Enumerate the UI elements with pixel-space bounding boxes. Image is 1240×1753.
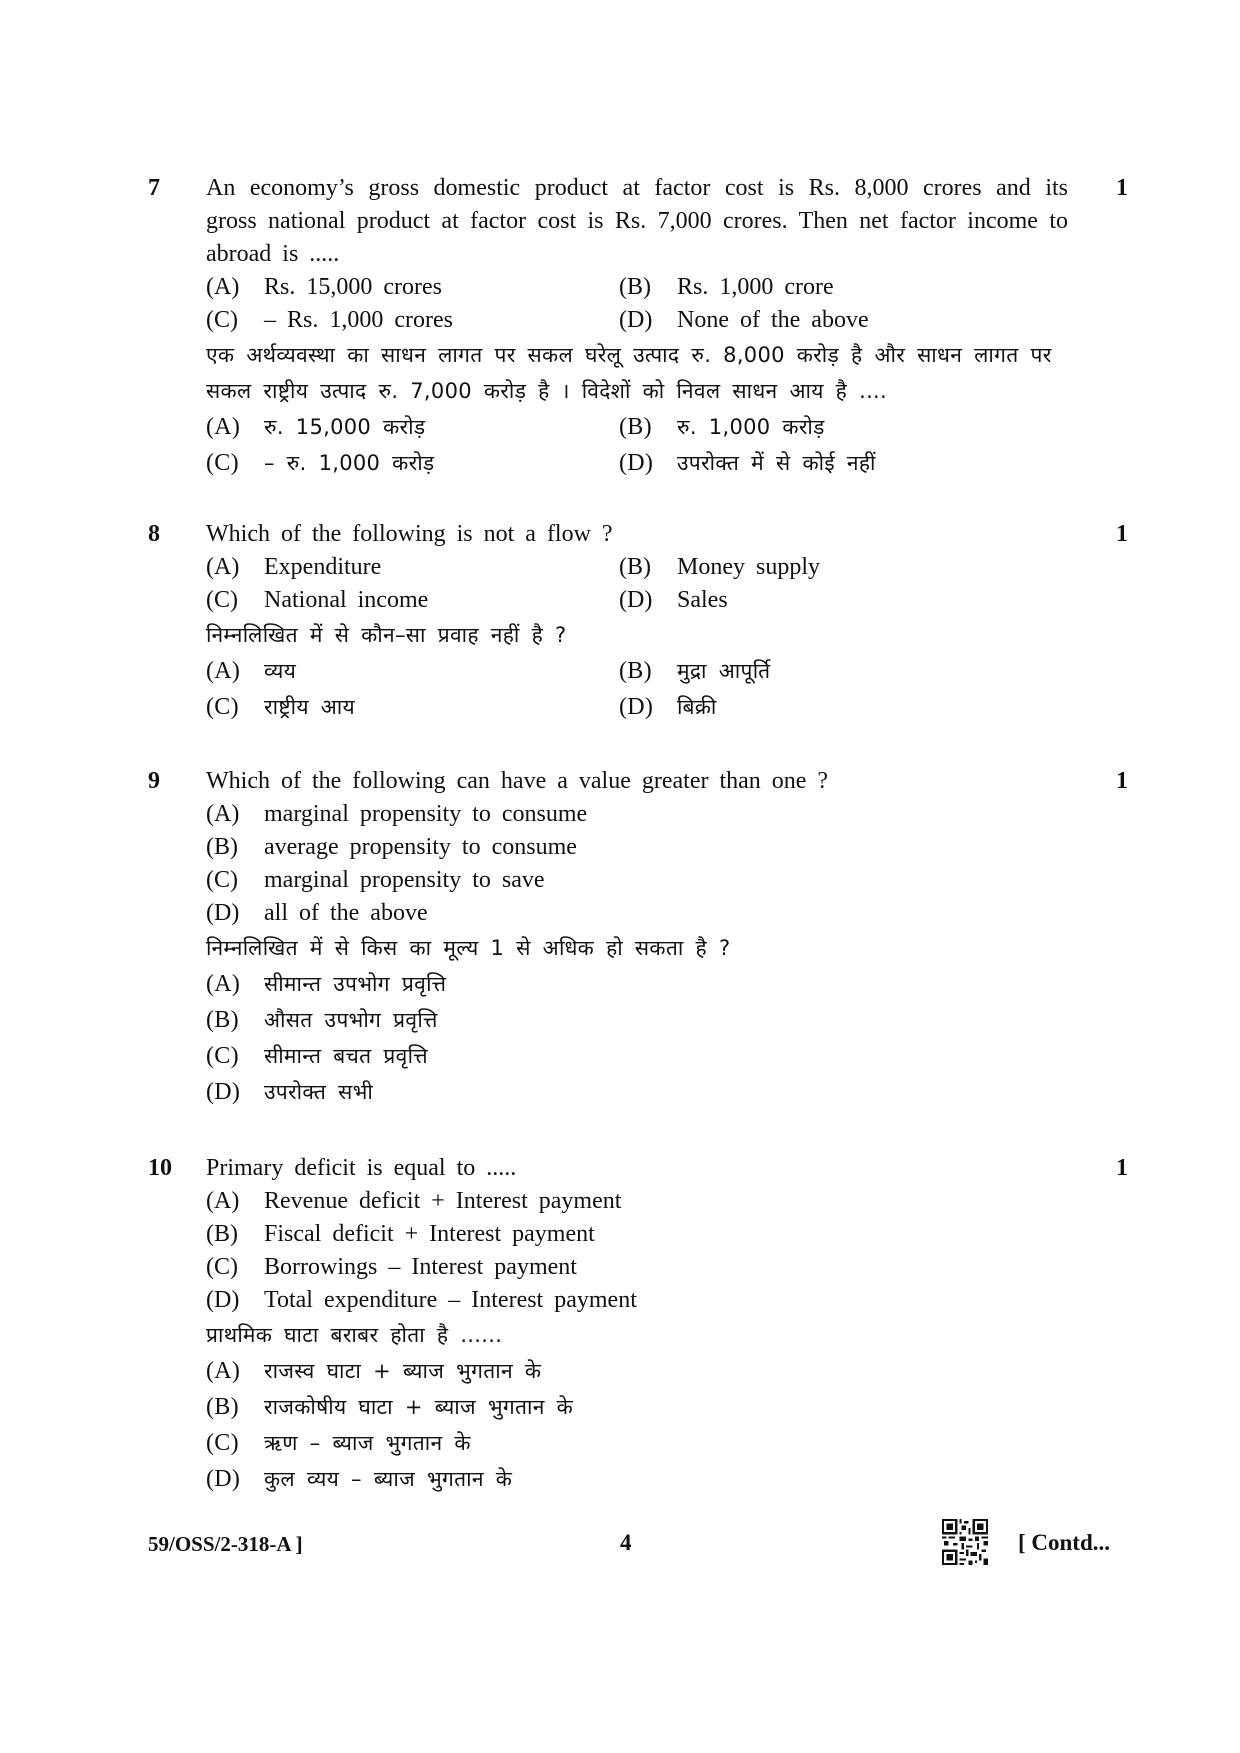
options-en	[206, 798, 1068, 930]
option-hi-a: (A) सीमान्त उपभोग प्रवृत्ति	[206, 971, 447, 997]
continued-label: [ Contd...	[1018, 1530, 1111, 1555]
option-hi-a: (A) राजस्व घाटा + ब्याज भुगतान के	[206, 1358, 542, 1384]
option-en-d: (D) None of the above	[619, 307, 869, 333]
options-en	[206, 551, 1068, 617]
option-hi-d: (D) उपरोक्त सभी	[206, 1079, 374, 1105]
options-hi	[206, 1353, 1068, 1497]
question-10	[148, 1152, 1128, 1497]
options-en	[206, 1185, 1068, 1317]
option-en-a: (A) Revenue deficit + Interest payment	[206, 1188, 622, 1214]
option-hi-a: (A) व्यय	[206, 658, 297, 684]
option-en-c: (C) marginal propensity to save	[206, 867, 545, 893]
page-number: 4	[620, 1530, 632, 1555]
question-text-en: Which of the following is not a flow ?	[206, 521, 613, 547]
option-hi-b: (B) मुद्रा आपूर्ति	[619, 658, 771, 684]
option-en-c: (C) National income	[206, 587, 429, 613]
option-hi-c: (C) – रु. 1,000 करोड़	[206, 450, 435, 476]
question-number: 8	[148, 521, 160, 547]
question-text-hi: निम्नलिखित में से कौन–सा प्रवाह नहीं है ?	[206, 623, 567, 647]
question-text-en: An economy’s gross domestic product at factor cost is Rs. 8,000 crores and its gross national product at factor cost is Rs. 7,000 crores. Then net factor income to abroad is .....	[206, 175, 1068, 267]
question-marks: 1	[1116, 175, 1128, 201]
question-number: 10	[148, 1155, 172, 1181]
option-en-b: (B) average propensity to consume	[206, 834, 577, 860]
option-hi-a: (A) रु. 15,000 करोड़	[206, 414, 426, 440]
option-hi-d: (D) कुल व्यय – ब्याज भुगतान के	[206, 1466, 513, 1492]
question-marks: 1	[1116, 521, 1128, 547]
option-en-c: (C) Borrowings – Interest payment	[206, 1254, 577, 1280]
option-en-b: (B) Rs. 1,000 crore	[619, 274, 834, 300]
question-9	[148, 765, 1128, 1110]
option-hi-b: (B) राजकोषीय घाटा + ब्याज भुगतान के	[206, 1394, 574, 1420]
question-text-en: Which of the following can have a value greater than one ?	[206, 768, 829, 794]
option-hi-c: (C) ऋण – ब्याज भुगतान के	[206, 1430, 471, 1456]
option-en-d: (D) Sales	[619, 587, 728, 613]
option-hi-d: (D) उपरोक्त में से कोई नहीं	[619, 450, 876, 476]
question-8	[148, 518, 1128, 725]
option-en-d: (D) Total expenditure – Interest payment	[206, 1287, 637, 1313]
paper-code: 59/OSS/2-318-A ]	[148, 1532, 303, 1556]
question-text-hi: प्राथमिक घाटा बराबर होता है ......	[206, 1323, 503, 1347]
option-hi-c: (C) राष्ट्रीय आय	[206, 694, 356, 720]
qr-code-icon	[942, 1519, 988, 1565]
options-hi	[206, 653, 1068, 725]
question-text-hi: एक अर्थव्यवस्था का साधन लागत पर सकल घरेलू उत्पाद रु. 8,000 करोड़ है और साधन लागत पर सकल राष्ट्रीय उत्पाद रु. 7,000 करोड़ है । विदेशों को निवल साधन आय है ....	[206, 343, 1052, 403]
option-en-c: (C) – Rs. 1,000 crores	[206, 307, 453, 333]
option-en-a: (A) Rs. 15,000 crores	[206, 274, 442, 300]
question-marks: 1	[1116, 1155, 1128, 1181]
option-hi-d: (D) बिक्री	[619, 694, 717, 720]
option-hi-b: (B) औसत उपभोग प्रवृत्ति	[206, 1007, 438, 1033]
question-number: 7	[148, 175, 160, 201]
options-hi	[206, 966, 1068, 1110]
option-hi-b: (B) रु. 1,000 करोड़	[619, 414, 825, 440]
question-number: 9	[148, 768, 160, 794]
options-en	[206, 271, 1068, 337]
option-en-d: (D) all of the above	[206, 900, 428, 926]
question-7	[148, 172, 1128, 481]
option-en-a: (A) marginal propensity to consume	[206, 801, 588, 827]
option-hi-c: (C) सीमान्त बचत प्रवृत्ति	[206, 1043, 428, 1069]
question-text-en: Primary deficit is equal to .....	[206, 1155, 517, 1181]
options-hi	[206, 409, 1068, 481]
question-text-hi: निम्नलिखित में से किस का मूल्य 1 से अधिक हो सकता है ?	[206, 936, 731, 960]
question-marks: 1	[1116, 768, 1128, 794]
option-en-a: (A) Expenditure	[206, 554, 382, 580]
option-en-b: (B) Money supply	[619, 554, 820, 580]
option-en-b: (B) Fiscal deficit + Interest payment	[206, 1221, 595, 1247]
